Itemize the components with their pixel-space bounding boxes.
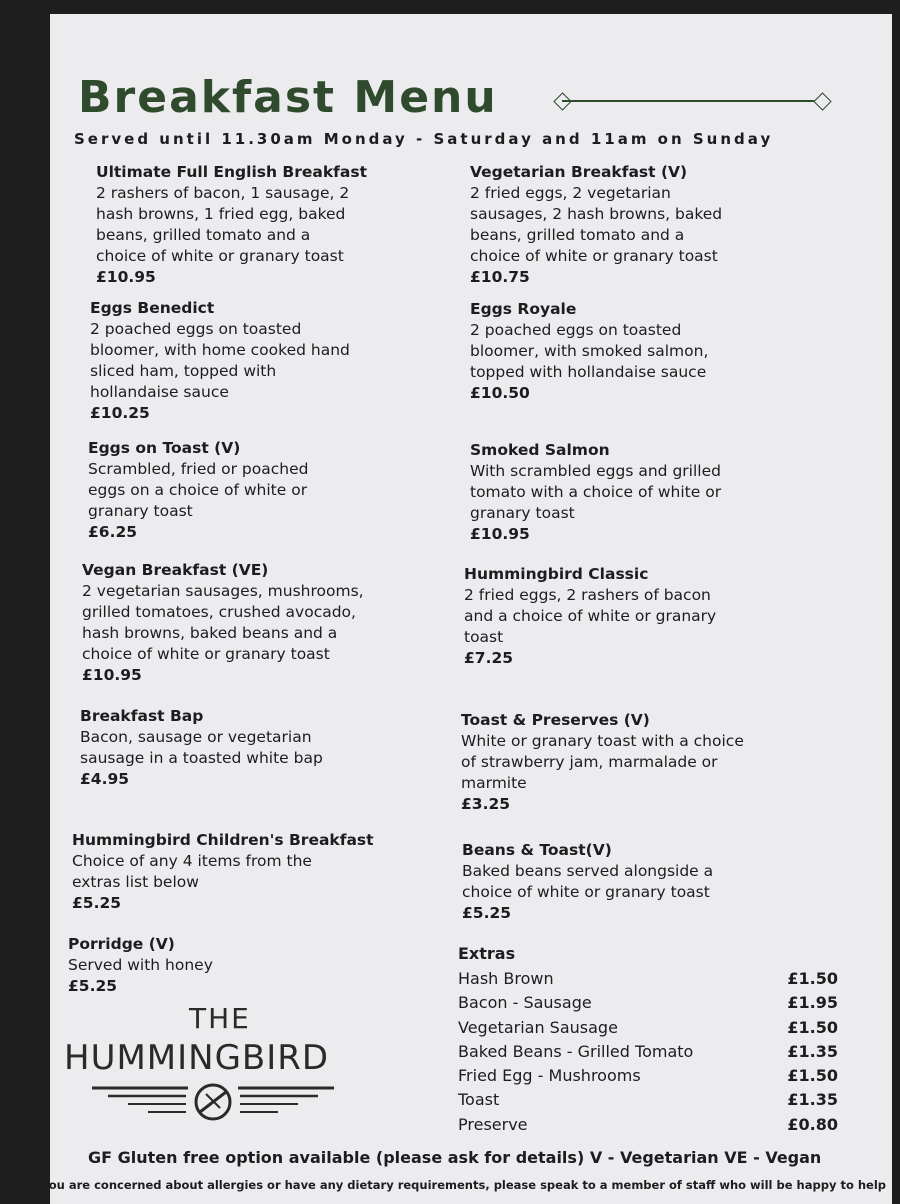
item-price: £7.25 bbox=[464, 649, 514, 667]
item-description: With scrambled eggs and grilled tomato with a choice of white or granary toast bbox=[470, 462, 722, 522]
item-price: £5.25 bbox=[462, 904, 512, 922]
menu-title: Breakfast Menu bbox=[78, 72, 498, 123]
serving-hours: Served until 11.30am Monday - Saturday and 11am on Sunday bbox=[74, 130, 774, 148]
extra-name: Preserve bbox=[458, 1114, 528, 1134]
menu-sheet bbox=[28, 14, 892, 1204]
item-price: £10.75 bbox=[470, 268, 530, 286]
item-description: 2 fried eggs, 2 vegetarian sausages, 2 hash browns, baked beans, grilled tomato and a choice of white or granary toast bbox=[470, 184, 723, 265]
menu-item bbox=[68, 934, 213, 997]
item-description: Baked beans served alongside a choice of white or granary toast bbox=[462, 862, 714, 901]
title-divider bbox=[562, 100, 824, 102]
item-price: £10.95 bbox=[82, 666, 142, 684]
item-price: £10.50 bbox=[470, 384, 530, 402]
menu-item bbox=[96, 162, 367, 288]
item-name: Smoked Salmon bbox=[470, 441, 610, 459]
item-name: Eggs Royale bbox=[470, 300, 577, 318]
item-description: Choice of any 4 items from the extras list below bbox=[72, 852, 312, 891]
extra-price: £1.35 bbox=[787, 1041, 838, 1061]
extra-row bbox=[458, 1064, 838, 1088]
menu-item bbox=[461, 710, 744, 815]
extra-name: Toast bbox=[458, 1090, 500, 1110]
extra-name: Vegetarian Sausage bbox=[458, 1017, 618, 1037]
menu-item bbox=[88, 438, 308, 543]
extra-name: Hash Brown bbox=[458, 969, 554, 988]
item-description: Bacon, sausage or vegetarian sausage in a toasted white bap bbox=[80, 728, 323, 767]
item-description: White or granary toast with a choice of strawberry jam, marmalade or marmite bbox=[461, 732, 744, 792]
extra-price: £1.50 bbox=[787, 1066, 838, 1086]
item-name: Porridge (V) bbox=[68, 935, 175, 953]
menu-item bbox=[464, 564, 716, 669]
item-name: Eggs Benedict bbox=[90, 299, 215, 317]
hummingbird-emblem-icon bbox=[88, 1082, 338, 1126]
item-description: Served with honey bbox=[68, 956, 213, 974]
extra-price: £1.95 bbox=[787, 993, 838, 1013]
menu-item bbox=[470, 162, 722, 288]
extras-list bbox=[458, 944, 838, 1137]
item-name: Ultimate Full English Breakfast bbox=[96, 163, 368, 181]
extra-price: £0.80 bbox=[787, 1114, 838, 1134]
extra-name: Fried Egg - Mushrooms bbox=[458, 1066, 641, 1086]
item-price: £3.25 bbox=[461, 795, 511, 813]
menu-item bbox=[80, 706, 323, 790]
hummingbird-logo bbox=[64, 1002, 374, 1132]
item-name: Vegetarian Breakfast (V) bbox=[470, 163, 688, 181]
dietary-key: GF Gluten free option available (please ask for details) V - Vegetarian VE - Vegan bbox=[88, 1148, 822, 1167]
extra-name: Baked Beans - Grilled Tomato bbox=[458, 1041, 694, 1061]
item-price: £5.25 bbox=[72, 894, 122, 912]
allergy-note: If you are concerned about allergies or have any dietary requirements, please speak to a member of staff who will be happy to help bbox=[28, 1178, 887, 1192]
rule-right-diamond-icon bbox=[813, 92, 831, 110]
item-name: Hummingbird Classic bbox=[464, 565, 649, 583]
extra-row bbox=[458, 1113, 838, 1137]
item-price: £10.25 bbox=[90, 404, 150, 422]
item-price: £10.95 bbox=[470, 525, 530, 543]
item-name: Toast & Preserves (V) bbox=[461, 711, 650, 729]
item-description: 2 poached eggs on toasted bloomer, with home cooked hand sliced ham, topped with hollandaise sauce bbox=[90, 320, 350, 401]
item-price: £10.95 bbox=[96, 268, 156, 286]
menu-item bbox=[462, 840, 713, 924]
menu-item bbox=[90, 298, 350, 424]
item-description: 2 rashers of bacon, 1 sausage, 2 hash browns, 1 fried egg, baked beans, grilled tomato and a choice of white or granary toast bbox=[96, 184, 350, 265]
menu-item bbox=[470, 299, 708, 404]
item-name: Beans & Toast(V) bbox=[462, 841, 612, 859]
item-description: 2 poached eggs on toasted bloomer, with smoked salmon, topped with hollandaise sauce bbox=[470, 321, 709, 381]
logo-line-the: THE bbox=[189, 1002, 251, 1035]
logo-line-hummingbird: HUMMINGBIRD bbox=[64, 1038, 330, 1078]
extra-row bbox=[458, 991, 838, 1015]
item-name: Breakfast Bap bbox=[80, 707, 204, 725]
menu-item bbox=[470, 440, 721, 545]
item-name: Hummingbird Children's Breakfast bbox=[72, 831, 374, 849]
extra-name: Bacon - Sausage bbox=[458, 993, 592, 1013]
extra-row bbox=[458, 1088, 838, 1112]
extra-price: £1.35 bbox=[787, 1090, 838, 1110]
item-description: 2 fried eggs, 2 rashers of bacon and a choice of white or granary toast bbox=[464, 586, 717, 646]
item-price: £4.95 bbox=[80, 770, 130, 788]
item-name: Vegan Breakfast (VE) bbox=[82, 561, 269, 579]
item-price: £6.25 bbox=[88, 523, 138, 541]
extra-row bbox=[458, 967, 838, 991]
menu-item bbox=[82, 560, 364, 686]
item-description: 2 vegetarian sausages, mushrooms, grilled tomatoes, crushed avocado, hash browns, baked beans and a choice of white or granary toast bbox=[82, 582, 364, 663]
extras-heading: Extras bbox=[458, 944, 516, 963]
extra-price: £1.50 bbox=[787, 969, 838, 988]
extra-row bbox=[458, 1040, 838, 1064]
menu-item bbox=[72, 830, 374, 914]
extra-row bbox=[458, 1016, 838, 1040]
item-price: £5.25 bbox=[68, 977, 118, 995]
item-name: Eggs on Toast (V) bbox=[88, 439, 241, 457]
extra-price: £1.50 bbox=[787, 1017, 838, 1037]
item-description: Scrambled, fried or poached eggs on a choice of white or granary toast bbox=[88, 460, 309, 520]
